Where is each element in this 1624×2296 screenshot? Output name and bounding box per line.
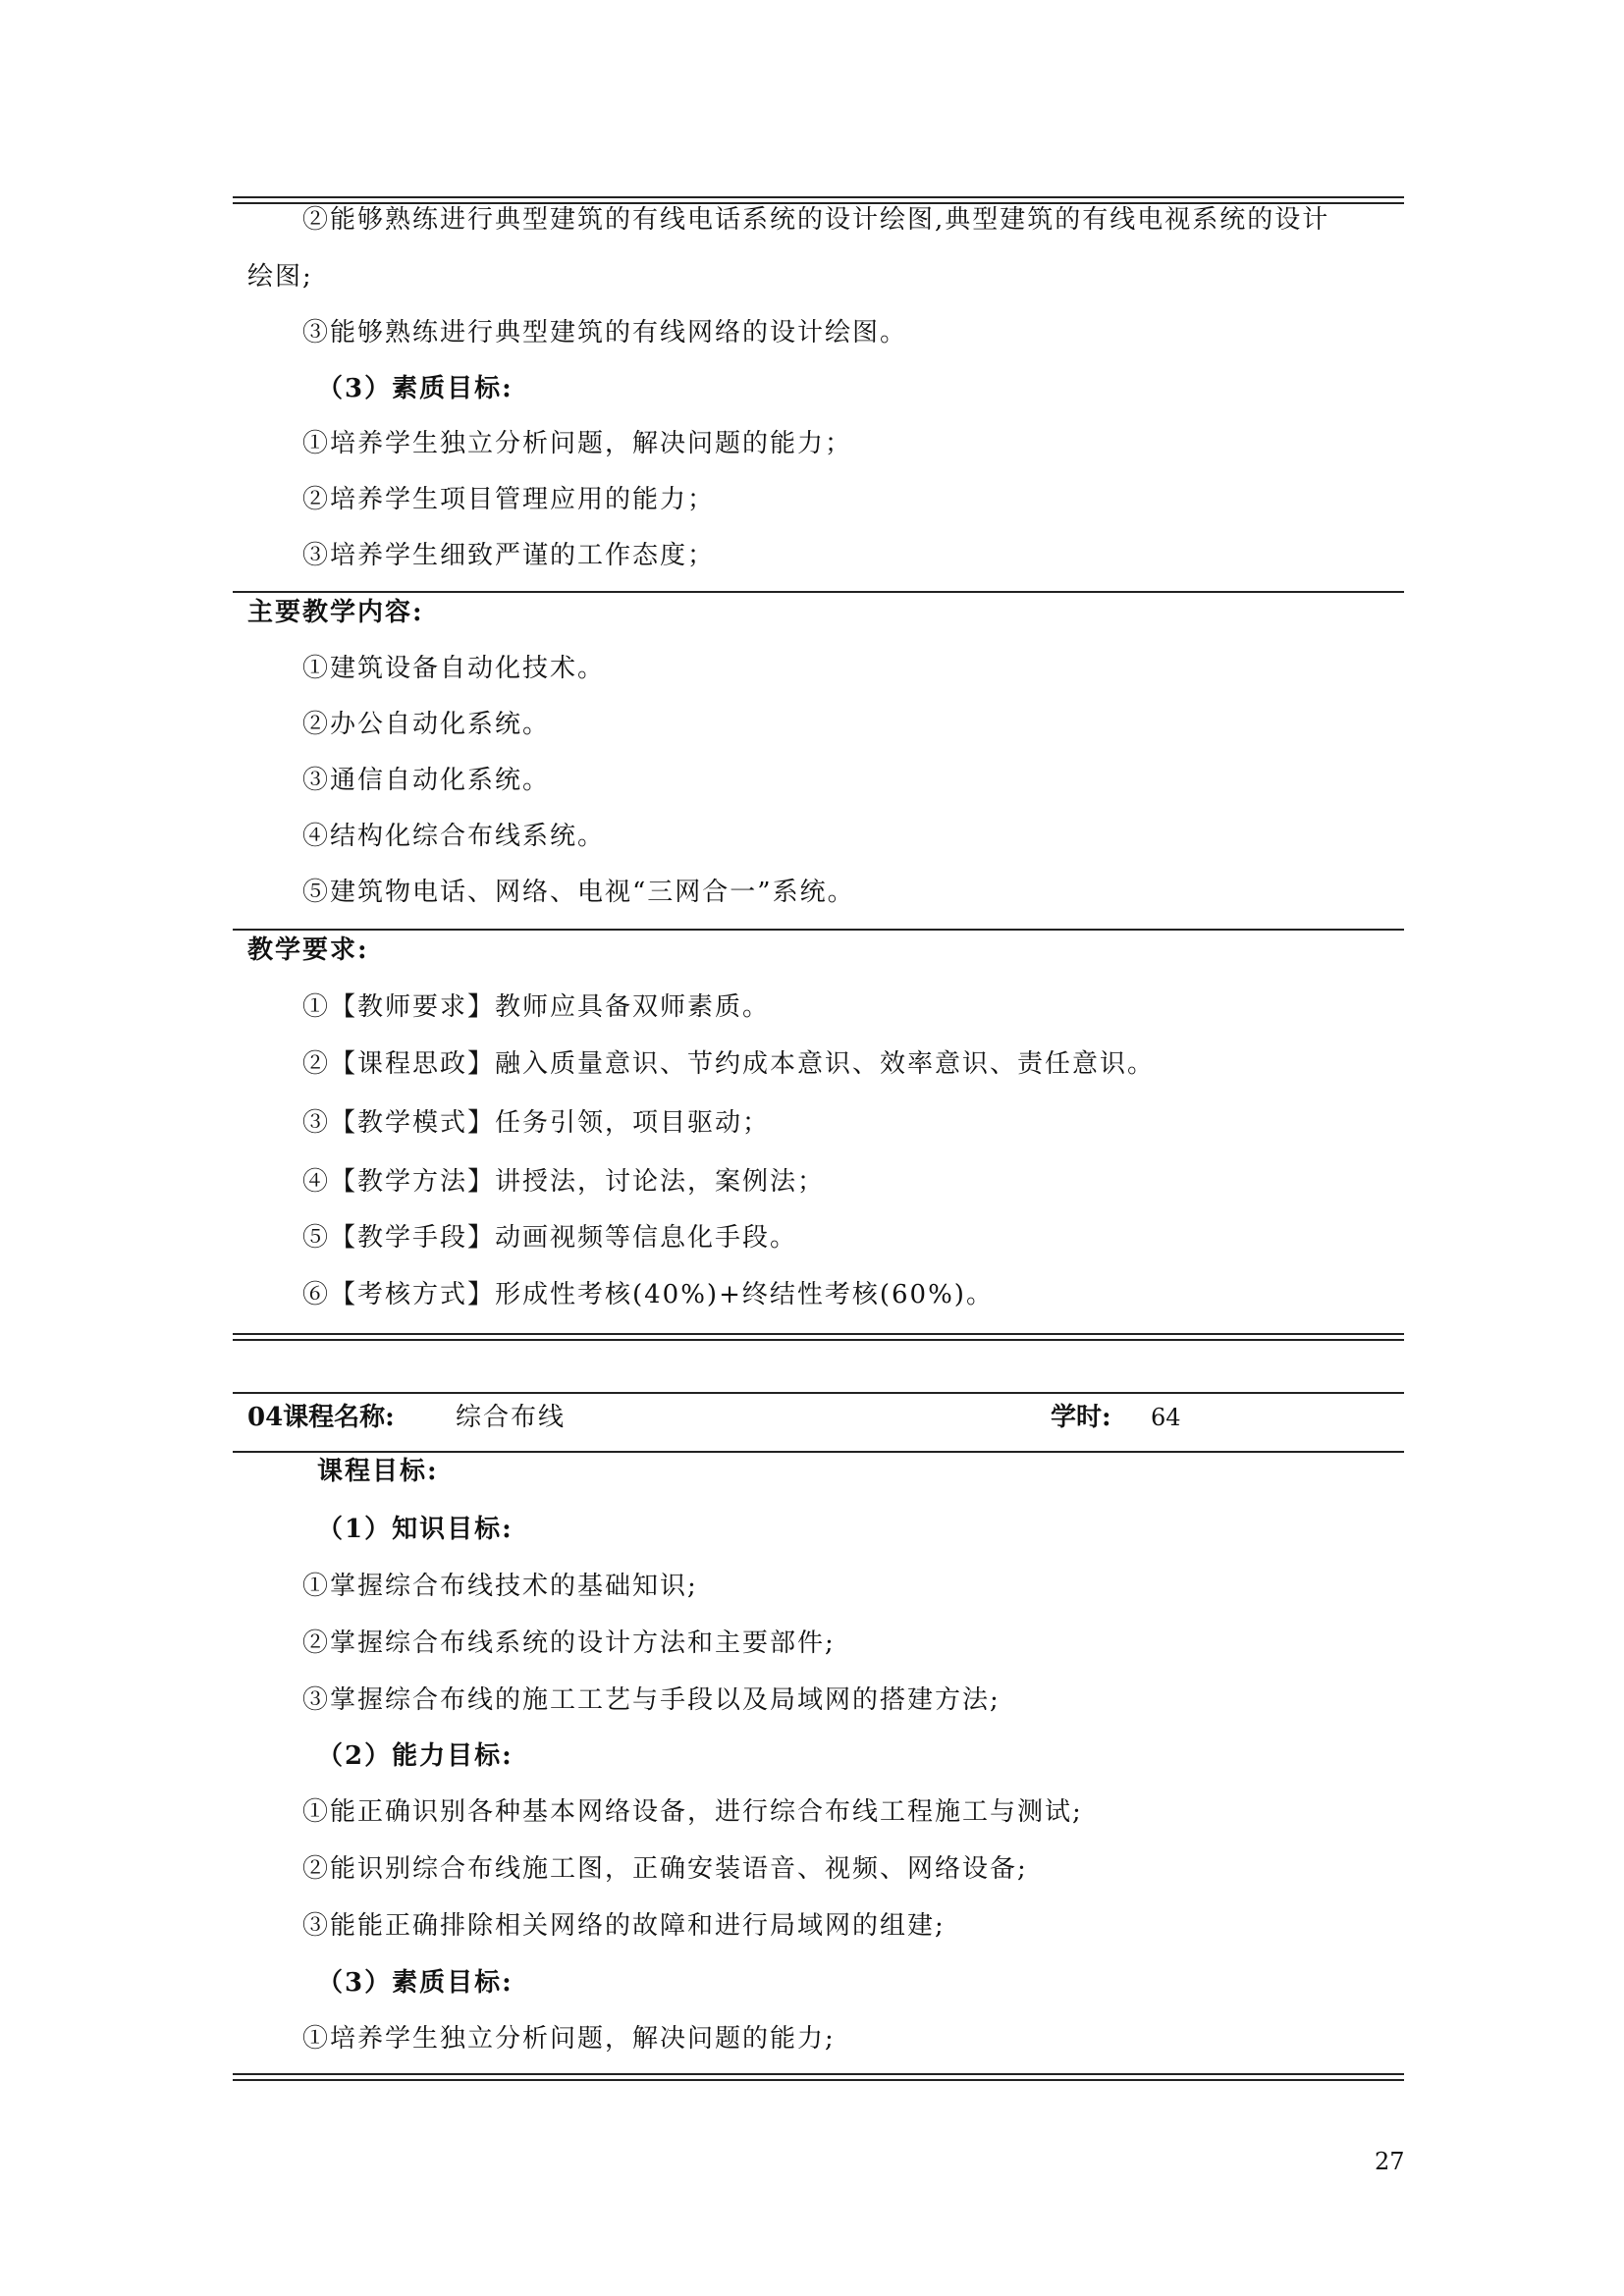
course-number-label: 04课程名称: (247, 1403, 395, 1432)
course-name: 综合布线 (456, 1403, 567, 1432)
skill-item-2-cont: 绘图; (247, 262, 313, 292)
block-end-double-rule (233, 1333, 1404, 1341)
content-heading: 主要教学内容: (247, 598, 424, 627)
course-header-row (247, 1400, 1386, 1435)
ability-item-3: ③能能正确排除相关网络的故障和进行局域网的组建; (302, 1911, 946, 1941)
hours-label: 学时: (1051, 1403, 1111, 1432)
requirement-item-5: ⑤【教学手段】动画视频等信息化手段。 (302, 1223, 798, 1253)
content-item-2: ②办公自动化系统。 (302, 710, 551, 739)
ability-heading: （2）能力目标: (317, 1741, 514, 1771)
knowledge-heading: （1）知识目标: (317, 1515, 514, 1544)
knowledge-item-1: ①掌握综合布线技术的基础知识; (302, 1572, 698, 1601)
quality-heading: （3）素质目标: (317, 374, 514, 403)
content-item-5: ⑤建筑物电话、网络、电视“三网合一”系统。 (302, 878, 855, 907)
ability-item-1: ①能正确识别各种基本网络设备，进行综合布线工程施工与测试; (302, 1797, 1083, 1827)
requirements-heading: 教学要求: (247, 935, 369, 965)
requirement-item-4: ④【教学方法】讲授法，讨论法，案例法； (302, 1167, 826, 1197)
content-item-1: ①建筑设备自动化技术。 (302, 654, 606, 683)
ability-item-2: ②能识别综合布线施工图，正确安装语音、视频、网络设备; (302, 1854, 1028, 1884)
section-rule (233, 929, 1404, 931)
page-number: 27 (1375, 2148, 1405, 2175)
course-header-rule (233, 1451, 1404, 1453)
quality-item-2: ②培养学生项目管理应用的能力； (302, 485, 716, 514)
content-item-3: ③通信自动化系统。 (302, 766, 551, 795)
course-quality-item-1: ①培养学生独立分析问题，解决问题的能力; (302, 2024, 836, 2054)
quality-item-3: ③培养学生细致严谨的工作态度； (302, 541, 716, 570)
requirement-item-1: ①【教师要求】教师应具备双师素质。 (302, 992, 771, 1022)
content-item-4: ④结构化综合布线系统。 (302, 822, 606, 851)
requirement-item-6: ⑥【考核方式】形成性考核(40%)+终结性考核(60%)。 (302, 1280, 994, 1309)
quality-item-1: ①培养学生独立分析问题，解决问题的能力； (302, 429, 853, 458)
knowledge-item-3: ③掌握综合布线的施工工艺与手段以及局域网的搭建方法; (302, 1685, 1001, 1715)
course-top-rule (233, 1392, 1404, 1394)
hours-value: 64 (1151, 1404, 1181, 1431)
skill-item-2: ②能够熟练进行典型建筑的有线电话系统的设计绘图,典型建筑的有线电视系统的设计 (302, 205, 1330, 235)
bottom-double-rule (233, 2073, 1404, 2081)
skill-item-3: ③能够熟练进行典型建筑的有线网络的设计绘图。 (302, 318, 908, 347)
requirement-item-2: ②【课程思政】融入质量意识、节约成本意识、效率意识、责任意识。 (302, 1049, 1156, 1079)
requirement-item-3: ③【教学模式】任务引领，项目驱动； (302, 1108, 771, 1138)
course-quality-heading: （3）素质目标: (317, 1968, 514, 1998)
knowledge-item-2: ②掌握综合布线系统的设计方法和主要部件; (302, 1629, 836, 1658)
section-rule (233, 591, 1404, 593)
course-goal-heading: 课程目标: (317, 1457, 439, 1486)
